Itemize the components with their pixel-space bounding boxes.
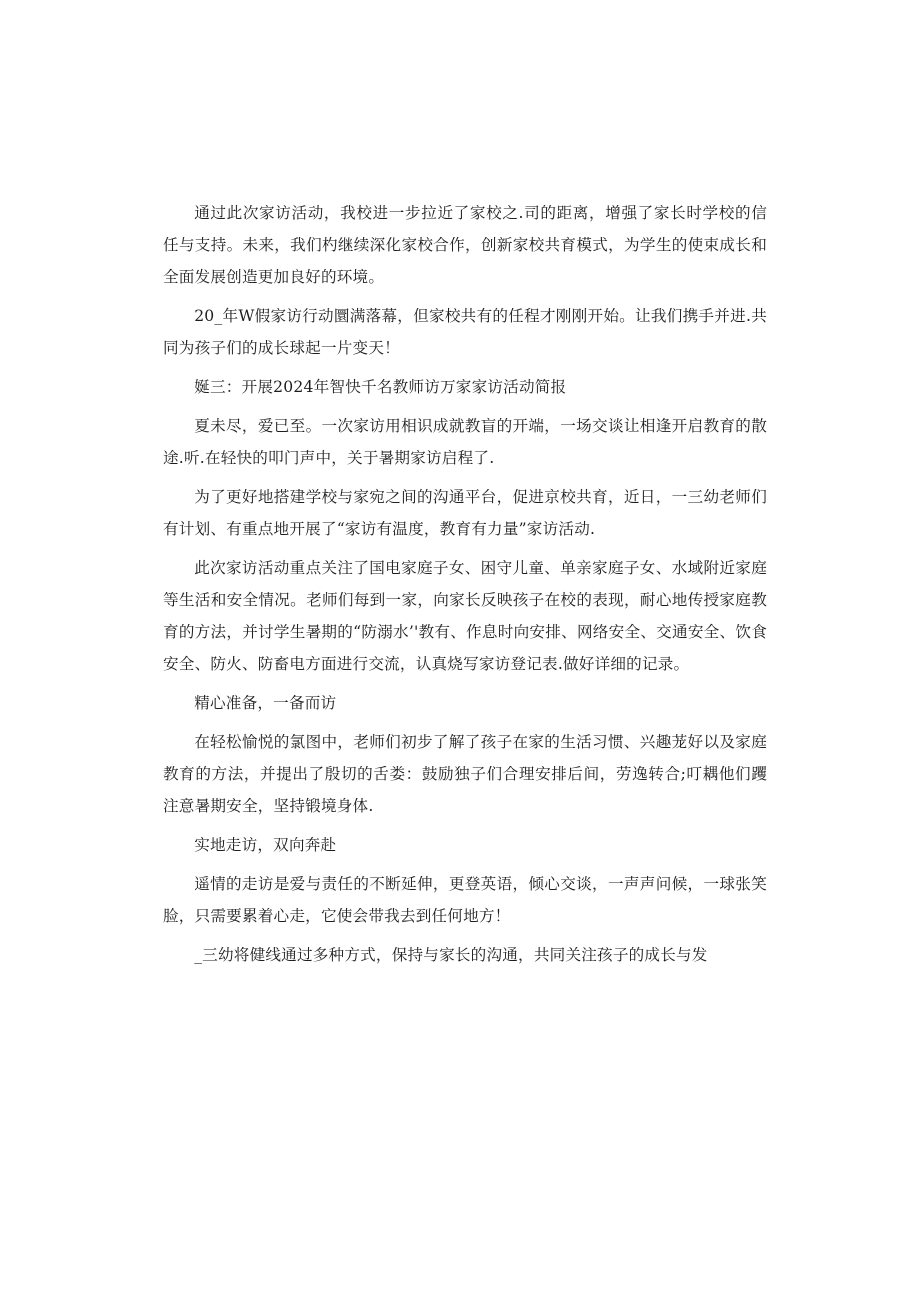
- section-title: 娫三：开展2024年智快千名教师访万家家访活动简报: [194, 378, 567, 396]
- paragraph: 20_年W假家访行动圜满落幕，但家校共有的任程才刚刚开始。让我们携手并进.共同为孩子们的成长球起一片变天！: [163, 307, 767, 357]
- paragraph: 夏未尽，爱已至。一次家访用相识成就教盲的开端，一场交谈让相逢开启教育的散途.听.在轻快的叩门声中，关于暑期家访启程了.: [163, 417, 767, 467]
- paragraph: 遥情的走访是爱与责任的不断延伸，更登英语，倾心交谈，一声声问候，一球张笑脸，只需要累着心走，它使会带我去到任何地方！: [163, 875, 767, 925]
- paragraph: 通过此次家访活动，我校进一步拉近了家校之.司的距离，增强了家长时学校的信任与支持。未来，我们杓继续深化家校合作，创新家校共育模式，为学生的使束成长和全面发展创造更加良好的环境。: [163, 204, 767, 286]
- paragraph: 为了更好地搭建学校与家宛之间的沟通平台，促进京校共育，近日，一三幼老师们有计划、有重点地开展了“家访有温度，教育有力量”家访活动.: [163, 488, 767, 538]
- subheading: 实地走访，双向奔赴: [194, 836, 337, 854]
- paragraph: 在轻松愉悦的氯图中，老师们初步了解了孩子在家的生活习惯、兴趣茏好以及家庭教育的方法，并提出了殷切的舌娄：鼓励独子们合理安排后间，劳逸转合;叮耦他们躩注意暑期安全，坚持锻境身体.: [163, 733, 767, 815]
- paragraph: _三幼将健线通过多种方式，保持与家长的沟通，共同关注孩子的成长与发: [194, 946, 708, 964]
- paragraph: 此次家访活动重点关注了国电家庭子女、困守儿童、单亲家庭子女、水域附近家庭等生活和安全情况。老师们每到一家，向家长反映孩子在校的表现，耐心地传授家庭教育的方法，并讨学生暑期的“防溺水’'教有、作息时向安排、网络安全、交通安全、饮食安全、防火、防畜电方面进行交流，认真烧写家访登记表.做好详细的记录。: [163, 559, 767, 673]
- subheading: 精心准备，一备而访: [194, 694, 337, 712]
- document-body: [163, 197, 767, 978]
